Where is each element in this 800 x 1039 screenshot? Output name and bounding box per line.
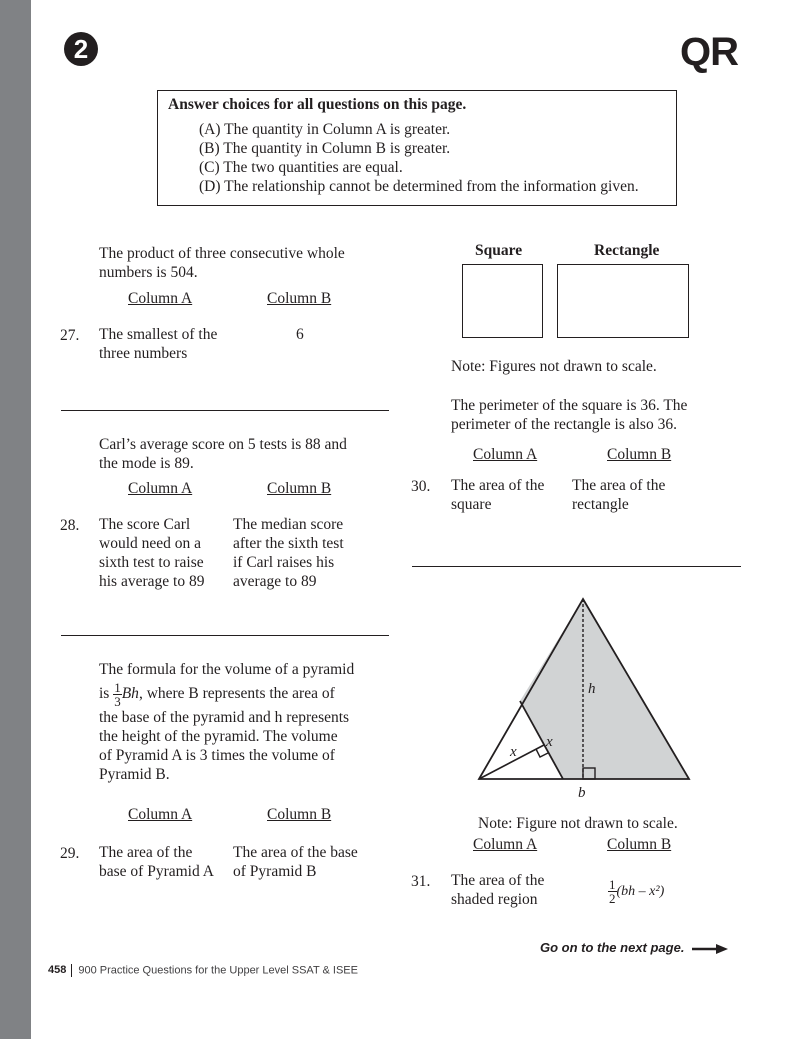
fraction-denominator: 3	[114, 694, 121, 709]
q27-stem	[99, 244, 345, 282]
q30-stem-line: The perimeter of the square is 36. The	[451, 397, 688, 414]
q27-number: 27.	[60, 327, 80, 344]
q29-number: 29.	[60, 845, 80, 862]
q30-col-a-line: square	[451, 496, 492, 513]
book-title: 900 Practice Questions for the Upper Level SSAT & ISEE	[78, 964, 358, 977]
rectangle-label: Rectangle	[594, 242, 660, 259]
q29-col-b-line: of Pyramid B	[233, 863, 317, 880]
q30-column-a-header: Column A	[473, 446, 538, 463]
q27-column-b-header: Column B	[267, 290, 332, 307]
label-h: h	[588, 681, 596, 697]
q31-col-a-line: The area of the	[451, 872, 545, 889]
q28-stem	[99, 435, 347, 473]
q28-col-b-line: average to 89	[233, 573, 317, 590]
answer-choice-a: (A) The quantity in Column A is greater.	[199, 121, 451, 138]
q29-col-b-line: The area of the base	[233, 844, 358, 861]
q28-col-a-line: his average to 89	[99, 573, 205, 590]
label-x-segment: x	[546, 734, 553, 750]
q30-col-b-line: The area of the	[572, 477, 666, 494]
triangle-figure	[470, 590, 700, 810]
q30-column-b-header: Column B	[607, 446, 672, 463]
answer-choice-d: (D) The relationship cannot be determined from the information given.	[199, 178, 639, 195]
q28-column-b	[233, 515, 344, 591]
answer-choices-box	[157, 90, 677, 206]
divider	[412, 566, 741, 567]
q30-note: Note: Figures not drawn to scale.	[451, 358, 657, 375]
q29-col-a-line: The area of the	[99, 844, 193, 861]
q28-stem-line: the mode is 89.	[99, 455, 194, 472]
q27-stem-line: The product of three consecutive whole	[99, 245, 345, 262]
fraction-numerator: 1	[609, 877, 616, 892]
q31-col-a-line: shaded region	[451, 891, 538, 908]
arrow-right-icon	[692, 944, 728, 954]
answer-choice-b: (B) The quantity in Column B is greater.	[199, 140, 451, 157]
q28-col-a-line: sixth test to raise	[99, 554, 204, 571]
q30-column-a	[451, 476, 544, 514]
q30-column-b	[572, 476, 665, 514]
q29-col-a-line: base of Pyramid A	[99, 863, 214, 880]
q28-col-a-line: would need on a	[99, 535, 202, 552]
q29-stem-rest: , where B represents the area of	[138, 685, 335, 703]
q27-column-b: 6	[296, 326, 304, 343]
square-figure	[462, 264, 543, 338]
q29-column-a	[99, 843, 214, 881]
q28-column-a-header: Column A	[128, 480, 193, 497]
q31-column-b-header: Column B	[607, 836, 672, 853]
label-b: b	[578, 785, 586, 801]
q28-column-a	[99, 515, 204, 591]
q27-stem-line: numbers is 504.	[99, 264, 198, 281]
q28-number: 28.	[60, 517, 80, 534]
q29-stem	[99, 660, 354, 784]
q29-column-a-header: Column A	[128, 806, 193, 823]
q30-number: 30.	[411, 478, 431, 495]
q28-col-b-line: The median score	[233, 516, 344, 533]
q29-column-b	[233, 843, 358, 881]
q29-stem-line: the height of the pyramid. The volume	[99, 728, 338, 745]
q29-column-b-header: Column B	[267, 806, 332, 823]
q28-col-a-line: The score Carl	[99, 516, 191, 533]
divider	[61, 410, 389, 411]
answer-box-title: Answer choices for all questions on this page.	[168, 96, 467, 113]
page-number: 458	[48, 964, 67, 977]
rectangle-figure	[557, 264, 689, 338]
q30-col-a-line: The area of the	[451, 477, 545, 494]
q29-formula-variable: Bh	[121, 685, 139, 703]
q27-column-a	[99, 325, 217, 363]
section-code: QR	[680, 30, 738, 74]
q29-stem-line: of Pyramid A is 3 times the volume of	[99, 747, 335, 764]
q29-stem-formula-line	[99, 681, 354, 708]
q30-stem-line: perimeter of the rectangle is also 36.	[451, 416, 677, 433]
q31-column-a-header: Column A	[473, 836, 538, 853]
one-half-fraction	[608, 878, 617, 905]
label-x-altitude: x	[510, 744, 517, 760]
q28-col-b-line: after the sixth test	[233, 535, 344, 552]
q27-col-a-line: The smallest of the	[99, 326, 218, 343]
answer-choice-c: (C) The two quantities are equal.	[199, 159, 403, 176]
q29-stem-line: Pyramid B.	[99, 766, 170, 783]
page-footer	[48, 964, 358, 977]
q30-stem	[451, 396, 687, 434]
q28-stem-line: Carl’s average score on 5 tests is 88 and	[99, 436, 347, 453]
q28-col-b-line: if Carl raises his	[233, 554, 335, 571]
page-edge-bar	[0, 0, 31, 1039]
q31-note: Note: Figure not drawn to scale.	[478, 815, 678, 832]
q27-column-a-header: Column A	[128, 290, 193, 307]
q28-column-b-header: Column B	[267, 480, 332, 497]
q31-number: 31.	[411, 873, 431, 890]
q31-column-a	[451, 871, 544, 909]
divider	[61, 635, 389, 636]
q31-column-b	[608, 878, 664, 905]
q27-col-a-line: three numbers	[99, 345, 188, 362]
q30-col-b-line: rectangle	[572, 496, 629, 513]
q29-stem-line: the base of the pyramid and h represents	[99, 709, 350, 726]
next-page-text: Go on to the next page.	[540, 940, 685, 955]
one-third-fraction	[113, 681, 122, 708]
q31-expression: (bh – x²)	[616, 884, 665, 900]
square-label: Square	[475, 242, 523, 259]
footer-separator	[71, 964, 72, 977]
q29-stem-line: The formula for the volume of a pyramid	[99, 661, 355, 678]
q29-stem-is: is	[99, 685, 110, 703]
section-number-badge: 2	[64, 32, 98, 66]
fraction-denominator: 2	[609, 891, 616, 906]
shaded-region	[520, 599, 689, 779]
next-page-note	[540, 940, 728, 955]
fraction-numerator: 1	[114, 680, 121, 695]
